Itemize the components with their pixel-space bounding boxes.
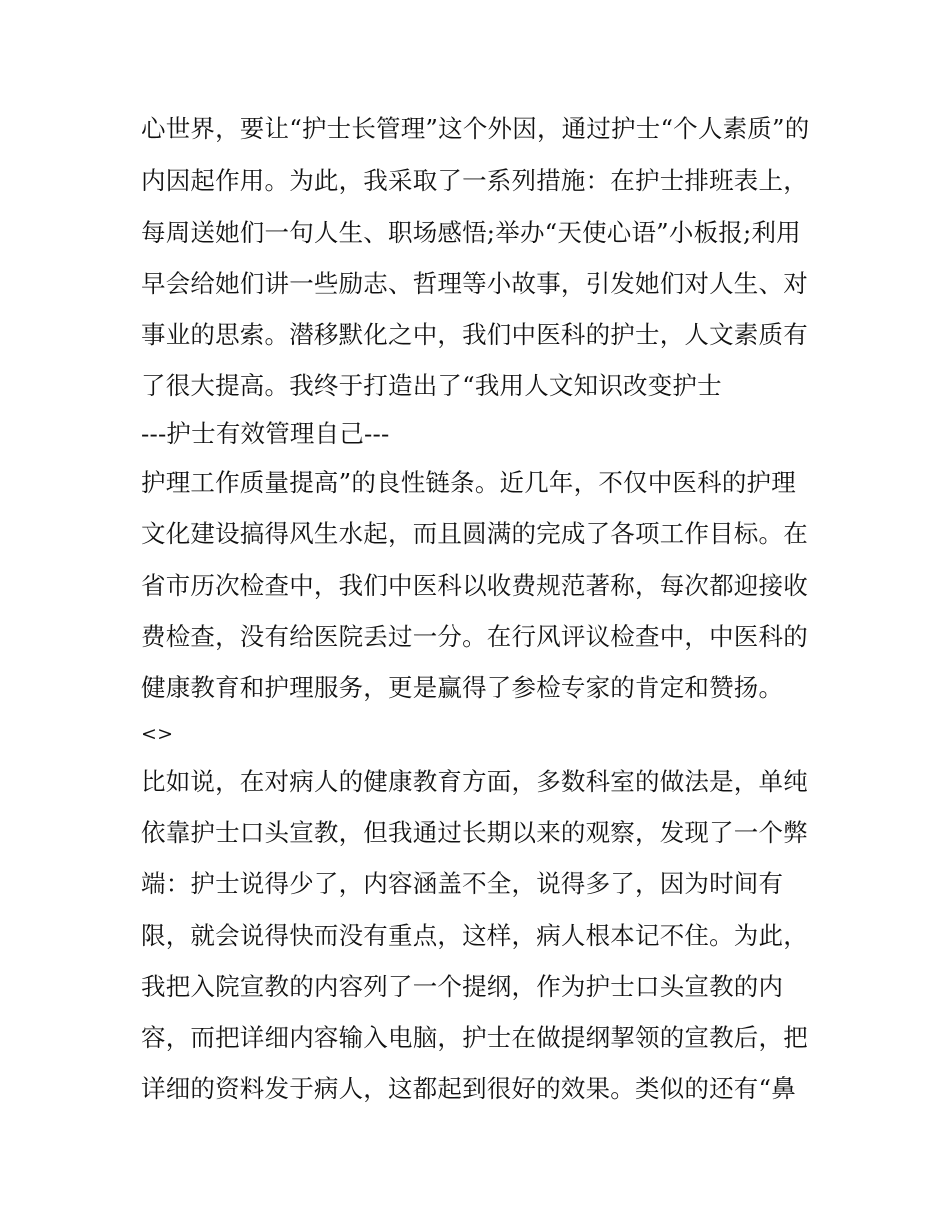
paragraph-line: 比如说，在对病人的健康教育方面，多数科室的做法是，单纯 bbox=[141, 767, 808, 796]
paragraph-line: 详细的资料发于病人，这都起到很好的效果。类似的还有“鼻 bbox=[141, 1074, 796, 1103]
paragraph-line: 早会给她们讲一些励志、哲理等小故事，引发她们对人生、对 bbox=[141, 269, 808, 298]
paragraph-line: 端：护士说得少了，内容涵盖不全，说得多了，因为时间有 bbox=[141, 869, 784, 898]
paragraph-line: 护理工作质量提高”的良性链条。近几年，不仅中医科的护理 bbox=[141, 468, 796, 497]
paragraph-line: 依靠护士口头宣教，但我通过长期以来的观察，发现了一个弊 bbox=[141, 818, 808, 847]
paragraph-line: 健康教育和护理服务，更是赢得了参检专家的肯定和赞扬。 bbox=[141, 673, 784, 702]
placeholder-marker: <> bbox=[141, 723, 174, 745]
paragraph-line: 文化建设搞得风生水起，而且圆满的完成了各项工作目标。在 bbox=[141, 519, 808, 548]
paragraph-line: 事业的思索。潜移默化之中，我们中医科的护士，人文素质有 bbox=[141, 320, 808, 349]
paragraph-line: 费检查，没有给医院丢过一分。在行风评议检查中，中医科的 bbox=[141, 622, 808, 651]
paragraph-line: 省市历次检查中，我们中医科以收费规范著称，每次都迎接收 bbox=[141, 571, 808, 600]
paragraph-line: 每周送她们一句人生、职场感悟;举办“天使心语”小板报;利用 bbox=[141, 218, 801, 247]
paragraph-line: 内因起作用。为此，我采取了一系列措施：在护士排班表上， bbox=[141, 166, 808, 195]
paragraph-line: 我把入院宣教的内容列了一个提纲，作为护士口头宣教的内 bbox=[141, 972, 784, 1001]
paragraph-line: 容，而把详细内容输入电脑，护士在做提纲挈领的宣教后，把 bbox=[141, 1023, 808, 1052]
paragraph-line: 心世界，要让“护士长管理”这个外因，通过护士“个人素质”的 bbox=[141, 114, 810, 143]
paragraph-line: 了很大提高。我终于打造出了“我用人文知识改变护士 bbox=[141, 371, 722, 400]
section-separator: ---护士有效管理自己--- bbox=[141, 419, 390, 448]
paragraph-line: 限，就会说得快而没有重点，这样，病人根本记不住。为此， bbox=[141, 921, 808, 950]
